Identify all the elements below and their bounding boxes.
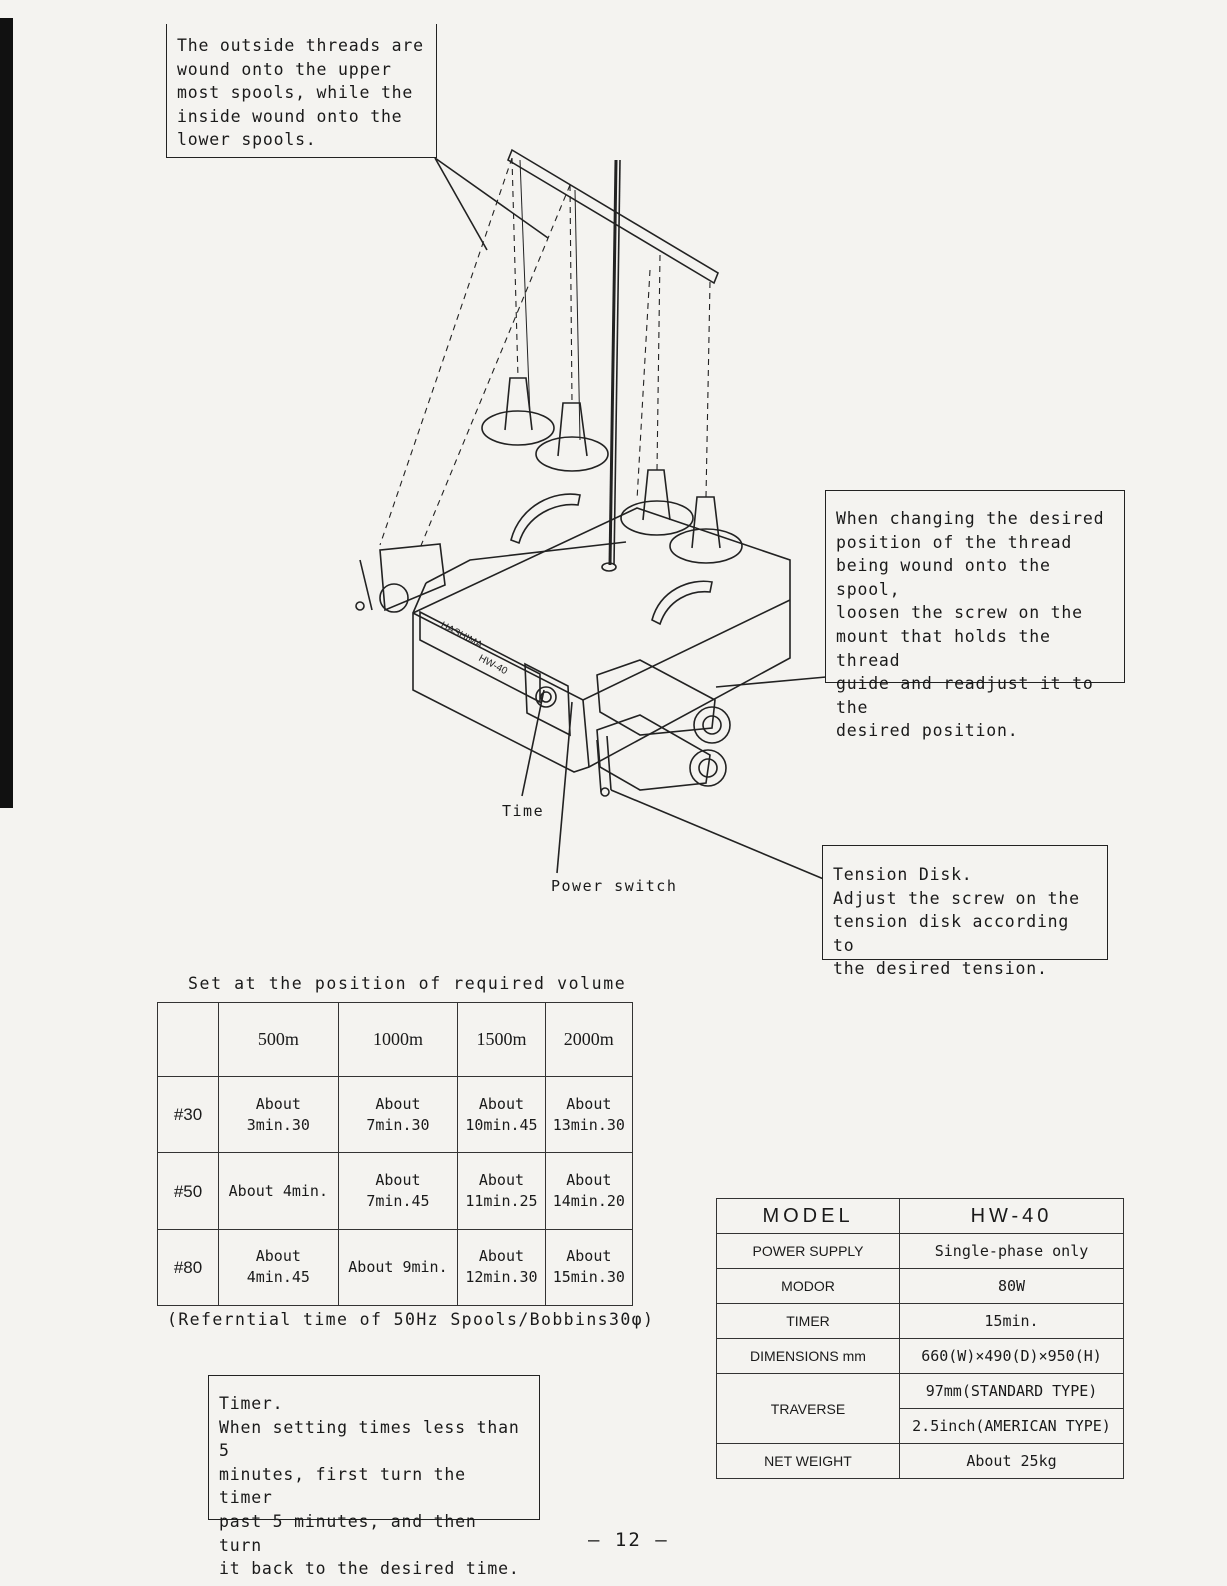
spool-disc-1 bbox=[482, 411, 554, 445]
spec-value-dimensions: 660(W)×490(D)×950(H) bbox=[900, 1339, 1124, 1374]
callout-tension-disk: Tension Disk. Adjust the screw on the tension disk according to the desired tension. bbox=[822, 845, 1108, 960]
volume-table-caption: Set at the position of required volume bbox=[188, 974, 627, 993]
timer-knob bbox=[536, 687, 556, 707]
handle-1 bbox=[511, 494, 580, 543]
time-cell: About 13min.30 bbox=[545, 1077, 632, 1153]
leader-line-thread-guide bbox=[716, 677, 826, 687]
spec-key-net-weight: NET WEIGHT bbox=[717, 1444, 900, 1479]
volume-table-note: (Referntial time of 50Hz Spools/Bobbins30φ) bbox=[167, 1310, 655, 1329]
spec-value-traverse-standard: 97mm(STANDARD TYPE) bbox=[900, 1374, 1124, 1409]
volume-time-table bbox=[157, 1002, 633, 1306]
machine-brand-text: HASHIMA bbox=[438, 619, 484, 652]
spool-disc-3 bbox=[621, 501, 693, 535]
table-row bbox=[158, 1153, 633, 1229]
table-row bbox=[717, 1339, 1124, 1374]
time-cell: About 4min. bbox=[219, 1153, 339, 1229]
time-cell: About 10min.45 bbox=[458, 1077, 545, 1153]
time-cell: About 12min.30 bbox=[458, 1229, 545, 1305]
spec-value-net-weight: About 25kg bbox=[900, 1444, 1124, 1479]
callout-spools: The outside threads are wound onto the upper most spools, while the inside wound onto the lower spools. bbox=[166, 24, 437, 158]
spec-value-power-supply: Single-phase only bbox=[900, 1234, 1124, 1269]
table-row bbox=[158, 1229, 633, 1305]
time-cell: About 3min.30 bbox=[219, 1077, 339, 1153]
volume-table-corner bbox=[158, 1003, 219, 1077]
table-row bbox=[717, 1444, 1124, 1479]
volume-header: 1500m bbox=[458, 1003, 545, 1077]
time-cell: About 14min.20 bbox=[545, 1153, 632, 1229]
spec-key-model: MODEL bbox=[717, 1199, 900, 1234]
spec-key-traverse: TRAVERSE bbox=[717, 1374, 900, 1444]
table-row bbox=[717, 1304, 1124, 1339]
table-row bbox=[717, 1234, 1124, 1269]
spec-value-model: HW-40 bbox=[900, 1199, 1124, 1234]
spec-value-motor: 80W bbox=[900, 1269, 1124, 1304]
thread-size: #50 bbox=[158, 1153, 219, 1229]
table-row bbox=[717, 1199, 1124, 1234]
leader-line-tension-disk bbox=[611, 790, 826, 880]
table-row bbox=[717, 1269, 1124, 1304]
spec-value-traverse-american: 2.5inch(AMERICAN TYPE) bbox=[900, 1409, 1124, 1444]
callout-timer: Timer. When setting times less than 5 minutes, first turn the timer past 5 minutes, and then turn it back to the desired time. bbox=[208, 1375, 540, 1520]
thread-size: #80 bbox=[158, 1229, 219, 1305]
spec-key-dimensions: DIMENSIONS mm bbox=[717, 1339, 900, 1374]
spec-key-power-supply: POWER SUPPLY bbox=[717, 1234, 900, 1269]
spec-table bbox=[716, 1198, 1124, 1479]
volume-header: 1000m bbox=[338, 1003, 458, 1077]
label-time: Time bbox=[502, 802, 545, 820]
machine-model-text: HW-40 bbox=[476, 652, 510, 678]
volume-table-header-row bbox=[158, 1003, 633, 1077]
handle-2 bbox=[652, 581, 712, 624]
spool-disc-4 bbox=[670, 529, 742, 563]
page-number: — 12 — bbox=[588, 1529, 669, 1551]
time-cell: About 7min.45 bbox=[338, 1153, 458, 1229]
leader-line-spools-2 bbox=[435, 158, 548, 238]
spec-value-timer: 15min. bbox=[900, 1304, 1124, 1339]
spec-key-motor: MODOR bbox=[717, 1269, 900, 1304]
table-row bbox=[717, 1374, 1124, 1409]
thread-size: #30 bbox=[158, 1077, 219, 1153]
time-cell: About 4min.45 bbox=[219, 1229, 339, 1305]
volume-header: 500m bbox=[219, 1003, 339, 1077]
table-row bbox=[158, 1077, 633, 1153]
left-mechanism bbox=[380, 544, 445, 610]
spool-disc-2 bbox=[536, 437, 608, 471]
time-cell: About 7min.30 bbox=[338, 1077, 458, 1153]
time-cell: About 15min.30 bbox=[545, 1229, 632, 1305]
leader-line-spools-1 bbox=[435, 158, 487, 250]
time-cell: About 11min.25 bbox=[458, 1153, 545, 1229]
time-cell: About 9min. bbox=[338, 1229, 458, 1305]
callout-thread-guide: When changing the desired position of the thread being wound onto the spool, loosen the screw on the mount that holds the thread guide and readjust it to the desired position. bbox=[825, 490, 1125, 683]
label-power-switch: Power switch bbox=[551, 877, 678, 895]
volume-header: 2000m bbox=[545, 1003, 632, 1077]
spec-key-timer: TIMER bbox=[717, 1304, 900, 1339]
